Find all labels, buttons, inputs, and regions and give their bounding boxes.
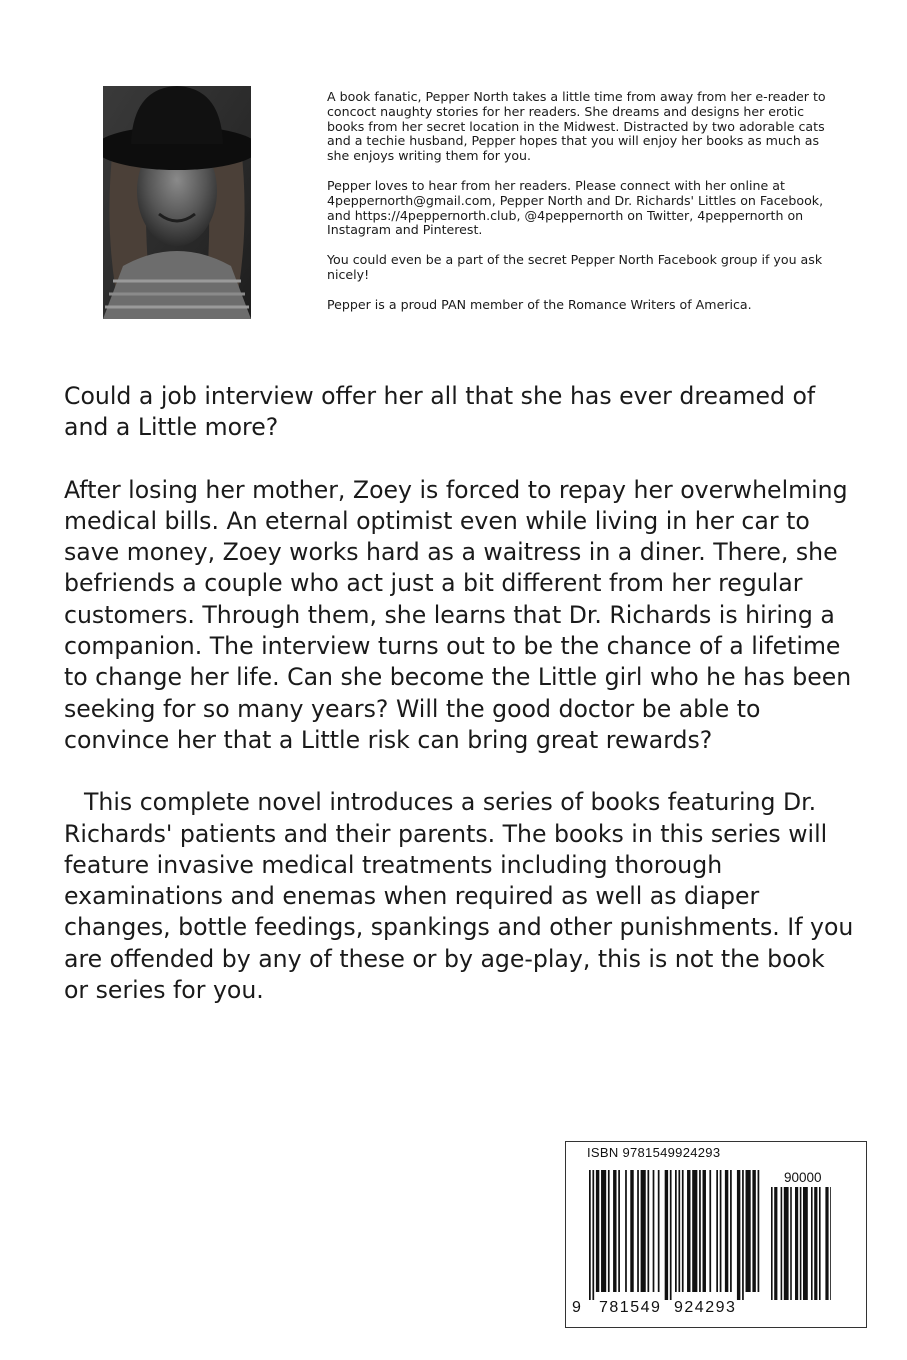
barcode-bar	[647, 1170, 649, 1292]
barcode-bar	[709, 1170, 711, 1292]
barcode-bar	[716, 1170, 718, 1292]
barcode-bar	[613, 1170, 616, 1292]
barcode-bar	[601, 1170, 606, 1292]
barcode-bar	[682, 1170, 684, 1292]
isbn-barcode	[565, 1141, 867, 1328]
author-photo	[103, 86, 251, 319]
barcode-bar	[630, 1170, 633, 1292]
isbn-label: ISBN 9781549924293	[587, 1145, 721, 1160]
barcode-bar	[725, 1170, 728, 1292]
barcode-bar	[819, 1187, 821, 1300]
barcode-bar	[608, 1170, 610, 1292]
barcode-bar	[625, 1170, 627, 1292]
barcode-bar	[687, 1170, 690, 1292]
author-bio	[327, 90, 827, 328]
barcode-bar	[675, 1170, 677, 1292]
barcode-bar	[758, 1170, 760, 1292]
barcode-bar	[720, 1170, 722, 1292]
barcode-digit-first: 9	[572, 1299, 583, 1316]
barcode-bar	[641, 1170, 646, 1292]
barcode-bar	[800, 1187, 802, 1300]
addon-barcode-bars	[771, 1187, 831, 1300]
barcode-bar	[678, 1170, 680, 1292]
barcode-bar	[618, 1170, 620, 1292]
barcode-bar	[592, 1170, 594, 1300]
barcode-bar	[670, 1170, 672, 1300]
barcode-bar	[637, 1170, 639, 1292]
barcode-bar	[784, 1187, 789, 1300]
barcode-digits-right: 924293	[674, 1299, 737, 1316]
barcode-bar	[665, 1170, 668, 1300]
barcode-bar	[596, 1170, 599, 1292]
bio-paragraph: A book fanatic, Pepper North takes a little time from away from her e-reader to concoct naughty stories for her readers. She dreams and designs her erotic books from her secret location in the Midwest. Distracted by two adorable cats and a techie husband, Pepper hopes that you will enjoy her books as much as she enjoys writing them for you.	[327, 89, 826, 164]
barcode-bar	[814, 1187, 817, 1300]
barcode-bar	[699, 1170, 701, 1292]
barcode-bar	[692, 1170, 697, 1292]
barcode-bar	[746, 1170, 751, 1292]
blurb-summary: After losing her mother, Zoey is forced to repay her overwhelming medical bills. An eternal optimist even while living in her car to save money, Zoey works hard as a waitress in a diner. There, she befriends a couple who act just a bit different from her regular customers. Through them, she learns that Dr. Richards is hiring a companion. The interview turns out to be the chance of a lifetime to change her life. Can she become the Little girl who he has been seeking for so many years? Will the good doctor be able to convince her that a Little risk can bring great rewards?	[64, 475, 852, 754]
bio-paragraph: Pepper loves to hear from her readers. Please connect with her online at 4peppernorth@gmail.com, Pepper North and Dr. Richards' Littles on Facebook, and https://4peppernorth.club, @4peppernorth on Twitter, 4peppernorth on Instagram and Pinterest.	[327, 177, 824, 238]
barcode-bar	[653, 1170, 655, 1292]
bio-paragraph: Pepper is a proud PAN member of the Romance Writers of America.	[327, 296, 752, 312]
price-code: 90000	[784, 1170, 822, 1185]
book-blurb	[64, 381, 854, 1037]
barcode-bar	[795, 1187, 798, 1300]
barcode-bar	[771, 1187, 773, 1300]
barcode-bar	[737, 1170, 740, 1300]
barcode-bar	[774, 1187, 777, 1300]
barcode-bar	[803, 1187, 808, 1300]
barcode-bar	[825, 1187, 828, 1300]
barcode-digits-left: 781549	[599, 1299, 662, 1316]
barcode-bar	[730, 1170, 732, 1292]
barcode-bar	[742, 1170, 744, 1300]
barcode-bar	[703, 1170, 706, 1292]
bio-paragraph: You could even be a part of the secret Pepper North Facebook group if you ask nicely!	[327, 252, 823, 282]
blurb-content-note: This complete novel introduces a series of books featuring Dr. Richards' patients and their parents. The books in this series will feature invasive medical treatments including thorough examinations and enemas when required as well as diaper changes, bottle feedings, spankings and other punishments. If you are offended by any of these or by age-play, this is not the book or series for you.	[64, 788, 854, 1005]
barcode-bar	[589, 1170, 591, 1300]
barcode-bar	[658, 1170, 660, 1292]
barcode-bars	[589, 1170, 761, 1300]
barcode-bar	[830, 1187, 831, 1300]
barcode-bar	[781, 1187, 783, 1300]
barcode-bar	[752, 1170, 755, 1292]
barcode-bar	[811, 1187, 813, 1300]
blurb-tagline: Could a job interview offer her all that she has ever dreamed of and a Little more?	[64, 382, 816, 442]
barcode-bar	[790, 1187, 792, 1300]
